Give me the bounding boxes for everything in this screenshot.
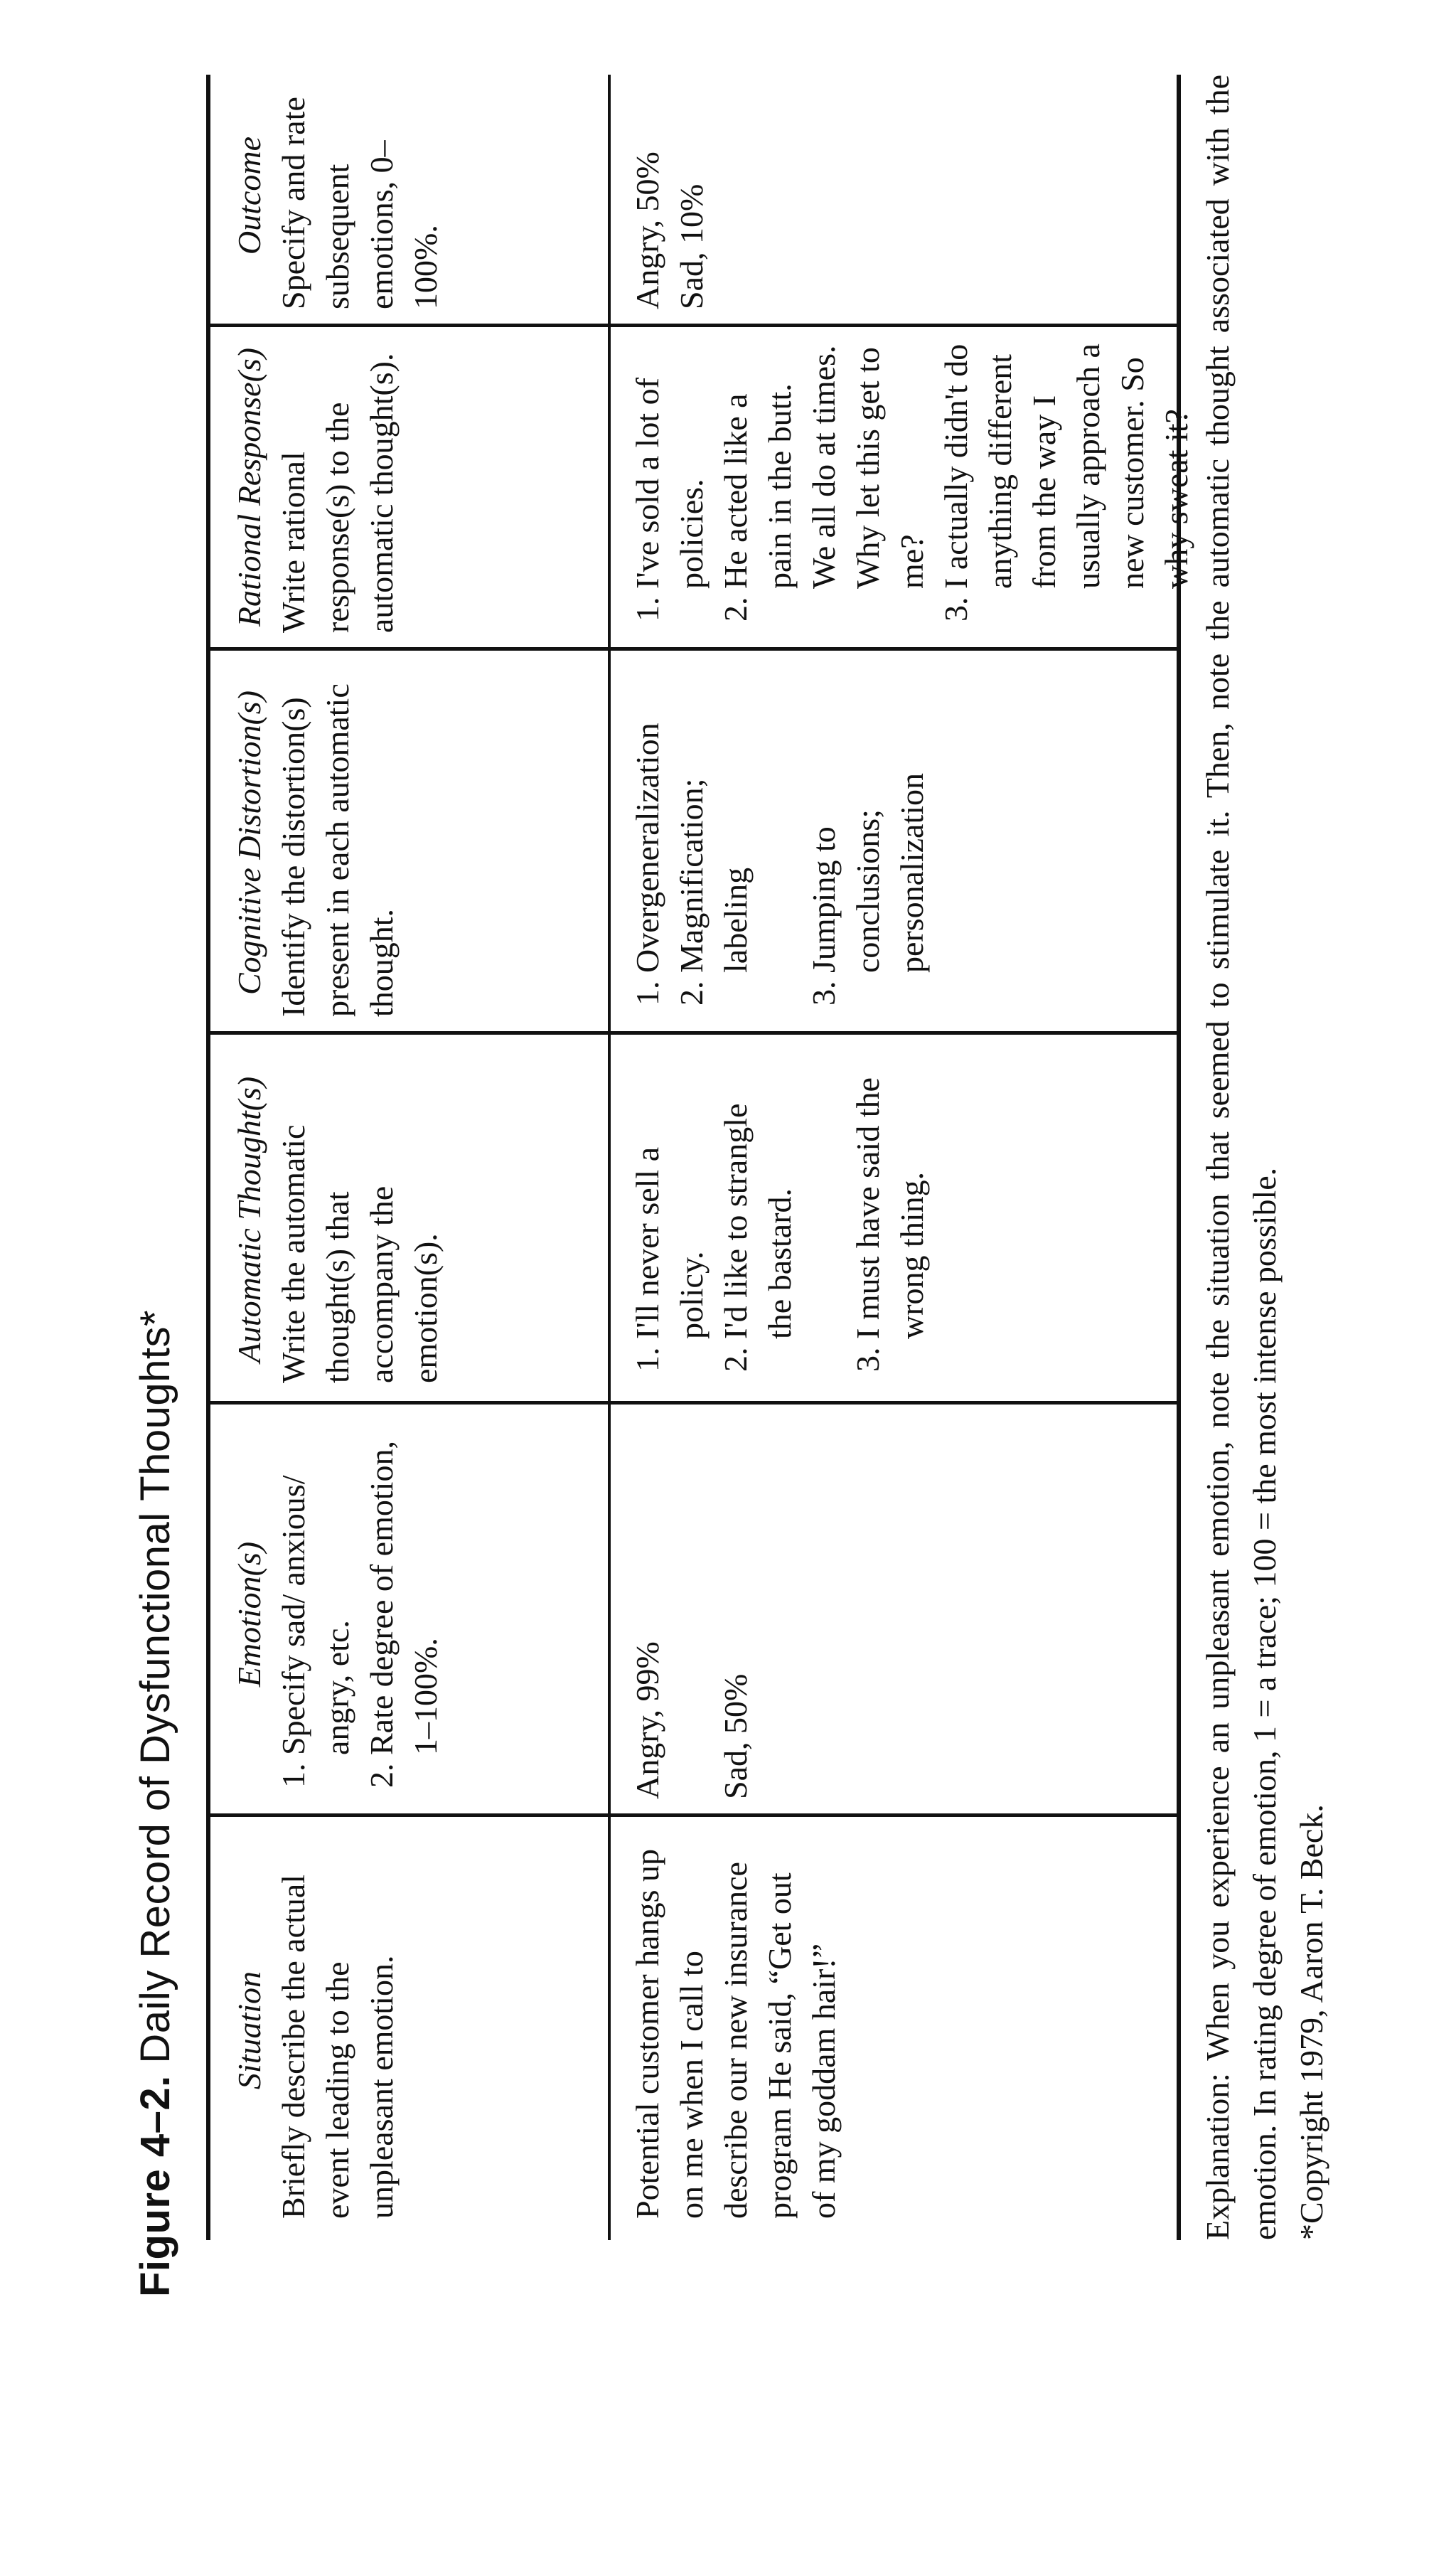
header-rational-responses: [228, 341, 404, 633]
header-name: Situation: [231, 1971, 267, 2090]
header-description: Write the automatic thought(s) that accompany the emotion(s).: [275, 1124, 444, 1383]
list-item: 3. I must have said the wrong thing.: [846, 1056, 934, 1339]
header-name: Outcome: [231, 136, 267, 255]
row-outcome: [626, 82, 714, 309]
header-name: Cognitive Distortion(s): [231, 690, 267, 996]
copyright-note: *Copyright 1979, Aaron T. Beck.: [1293, 1804, 1329, 2240]
header-cognitive-distortions: [228, 668, 404, 1017]
distortion-list: [626, 668, 934, 1017]
figure-title: [132, 1310, 179, 2297]
header-situation: [228, 1842, 404, 2219]
rational-response-list: [626, 338, 1199, 633]
header-description: Identify the distortion(s) present in each automatic thought.: [275, 683, 400, 1017]
column-divider: [206, 1031, 1180, 1035]
explanation-note: Explanation: When you experience an unpleasant emotion, note the situation that seemed to stimulate it. Then, note the automatic thought associated with the emotion. In rating degree of emotion, 1 = a trace; 100 = the most intense possible.: [1199, 75, 1283, 2240]
header-name: Rational Response(s): [231, 347, 267, 627]
header-automatic-thoughts: [228, 1056, 448, 1383]
list-item: 2. He acted like a pain in the butt. We all do at times. Why let this get to me?: [714, 338, 934, 589]
header-instruction: 1. Specify sad/ anxious/ angry, etc.: [272, 1429, 360, 1755]
header-name: Emotion(s): [231, 1541, 267, 1688]
list-item: 1. I've sold a lot of policies.: [626, 338, 714, 589]
header-description: Briefly describe the actual event leading to the unpleasant emotion.: [275, 1874, 400, 2219]
list-item: 1. Overgeneralization: [626, 668, 670, 973]
row-situation: Potential customer hangs up on me when I call to describe our new insurance program He said, “Get out of my goddam hair!”: [629, 1849, 842, 2219]
header-description: Specify and rate subsequent emotions, 0–100%.: [275, 97, 444, 309]
figure-caption: Daily Record of Dysfunctional Thoughts*: [132, 1309, 178, 2064]
column-divider: [206, 647, 1180, 651]
table-header-rule: [608, 75, 611, 2240]
header-description: Write rational response(s) to the automatic thought(s).: [275, 353, 400, 633]
row-automatic-thoughts: [626, 1056, 934, 1383]
emotion-entry: Angry, 99%: [629, 1641, 665, 1799]
list-item: 2. I'd like to strangle the bastard.: [714, 1056, 802, 1339]
list-item: 1. I'll never sell a policy.: [626, 1056, 714, 1339]
column-divider: [206, 1813, 1180, 1817]
header-instruction: 2. Rate degree of emotion, 1–100%.: [360, 1429, 448, 1755]
list-item: 3. I actually didn't do anything different from the way I usually approach a new customer. So why sweat it?: [934, 338, 1199, 589]
header-outcome: [228, 82, 448, 309]
table-footnotes: [1194, 75, 1335, 2240]
row-cognitive-distortions: [626, 668, 934, 1017]
outcome-entry: Angry, 50%: [629, 151, 665, 309]
header-instructions: [272, 1429, 448, 1799]
outcome-entry: Sad, 10%: [673, 183, 710, 309]
header-emotions: [228, 1429, 448, 1799]
list-item: 2. Magnification; labeling: [670, 668, 758, 973]
column-divider: [206, 1401, 1180, 1405]
column-divider: [206, 324, 1180, 327]
header-name: Automatic Thought(s): [231, 1076, 267, 1363]
row-rational-responses: [626, 338, 1199, 633]
list-item: 3. Jumping to conclusions; personalization: [802, 668, 934, 973]
table-top-rule: [206, 75, 210, 2240]
emotion-entry: Sad, 50%: [717, 1673, 754, 1799]
row-emotions: [626, 1429, 758, 1799]
figure-number: Figure 4–2.: [132, 2075, 178, 2297]
automatic-thought-list: [626, 1056, 934, 1383]
